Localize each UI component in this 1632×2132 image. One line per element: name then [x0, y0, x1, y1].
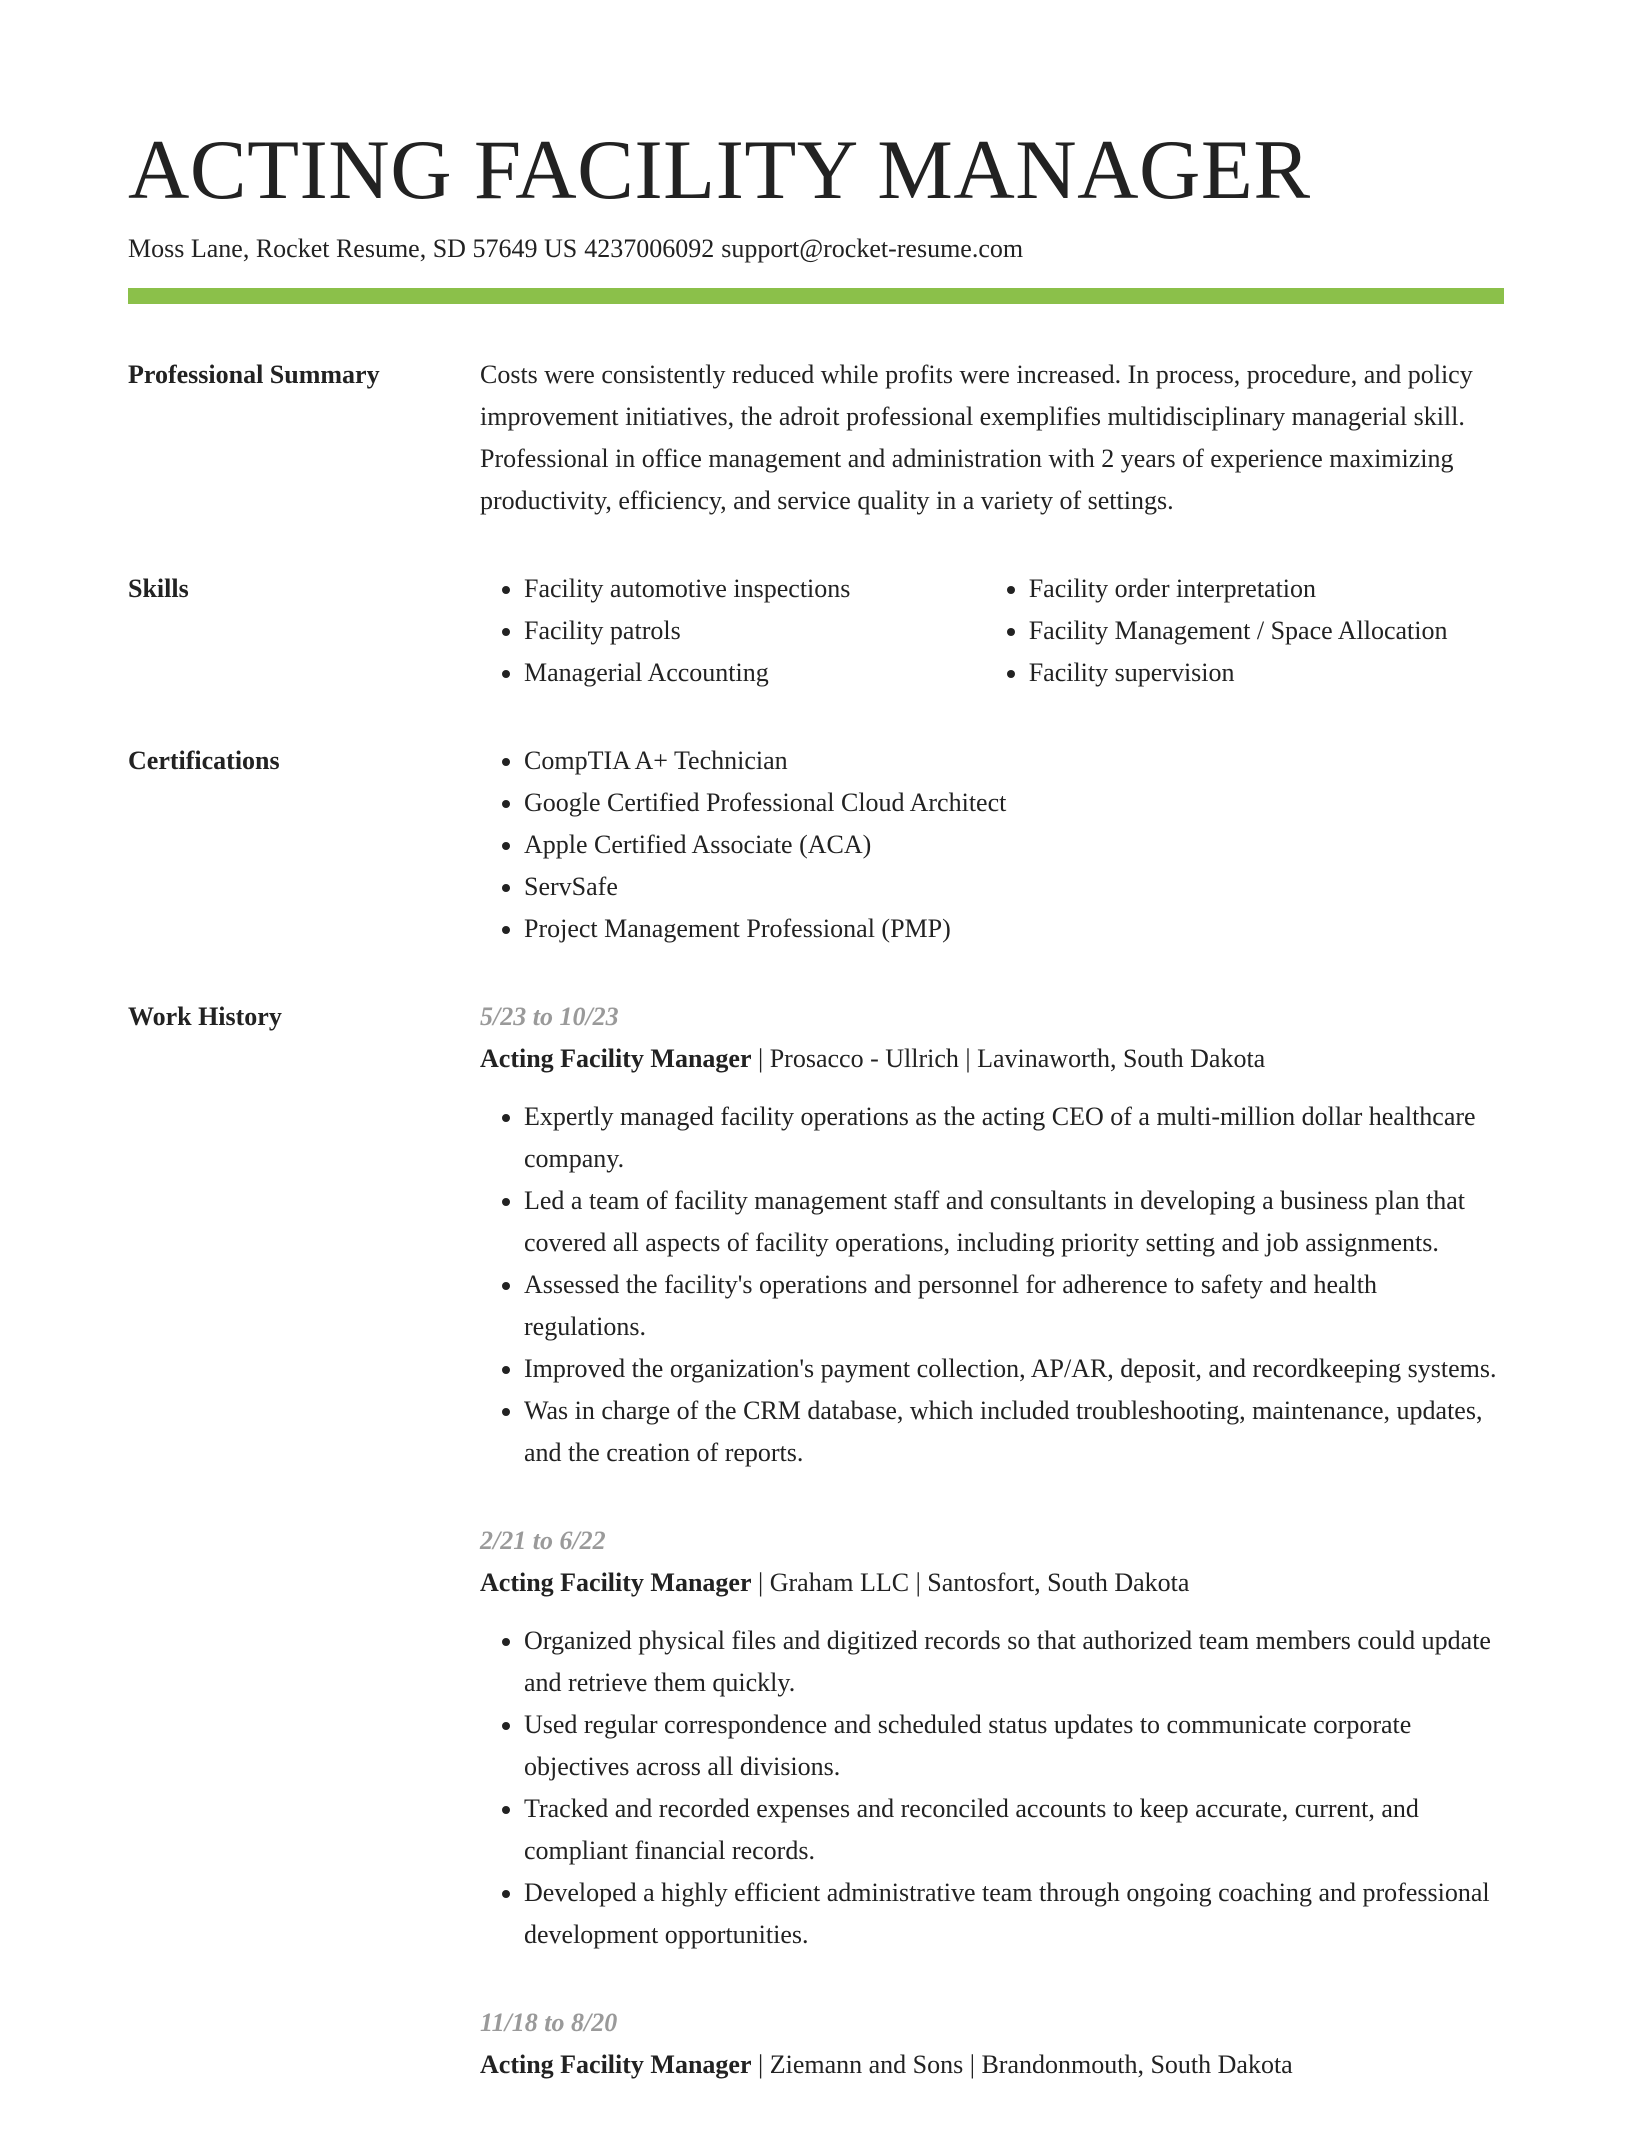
job-separator: |	[965, 1044, 971, 1073]
skills-section	[128, 568, 1504, 694]
skill-item: • Facility patrols	[524, 610, 985, 652]
certification-item: • CompTIA A+ Technician	[524, 740, 1504, 782]
job-company: Prosacco - Ullrich	[769, 1044, 959, 1073]
skills-grid	[480, 568, 1504, 694]
certification-item: • Google Certified Professional Cloud Architect	[524, 782, 1504, 824]
job-dates: 5/23 to 10/23	[480, 1002, 619, 1031]
section-label: Skills	[128, 574, 189, 603]
certification-item: • ServSafe	[524, 866, 1504, 908]
job-bullets	[480, 1096, 1504, 1474]
job-heading	[480, 2044, 1504, 2086]
certification-item: • Apple Certified Associate (ACA)	[524, 824, 1504, 866]
contact-address: Moss Lane, Rocket Resume, SD 57649 US	[128, 234, 578, 263]
skill-item: • Facility automotive inspections	[524, 568, 985, 610]
section-body	[480, 568, 1504, 694]
skills-list-left	[480, 568, 985, 694]
job-separator: |	[758, 2050, 764, 2079]
job-title: Acting Facility Manager	[480, 1568, 752, 1597]
job-entry	[480, 2002, 1504, 2086]
section-label: Professional Summary	[128, 360, 380, 389]
job-separator: |	[915, 1568, 921, 1597]
job-entry	[480, 1520, 1504, 1956]
job-bullets	[480, 1620, 1504, 1956]
job-bullet: • Used regular correspondence and scheduled status updates to communicate corporate objectives across all divisions.	[524, 1704, 1504, 1788]
section-label: Work History	[128, 1002, 282, 1031]
summary-text: Costs were consistently reduced while profits were increased. In process, procedure, and policy improvement initiatives, the adroit professional exemplifies multidisciplinary managerial skill. Professional in office management and administration with 2 years of experience maximizing productivity, efficiency, and service quality in a variety of settings.	[480, 360, 1473, 515]
resume-title: ACTING FACILITY MANAGER	[128, 123, 1311, 217]
job-bullet: • Led a team of facility management staff and consultants in developing a business plan that covered all aspects of facility operations, including priority setting and job assignments.	[524, 1180, 1504, 1264]
job-bullet: • Improved the organization's payment collection, AP/AR, deposit, and recordkeeping systems.	[524, 1348, 1504, 1390]
job-location: Lavinaworth, South Dakota	[977, 1044, 1266, 1073]
skills-list-right	[985, 568, 1504, 694]
job-separator: |	[758, 1568, 764, 1597]
job-dates: 2/21 to 6/22	[480, 1526, 606, 1555]
job-bullet: • Organized physical files and digitized records so that authorized team members could update and retrieve them quickly.	[524, 1620, 1504, 1704]
job-bullet: • Assessed the facility's operations and personnel for adherence to safety and health regulations.	[524, 1264, 1504, 1348]
job-location: Brandonmouth, South Dakota	[981, 2050, 1293, 2079]
job-bullet: • Was in charge of the CRM database, which included troubleshooting, maintenance, updates, and the creation of reports.	[524, 1390, 1504, 1474]
summary-section	[128, 354, 1504, 522]
job-heading	[480, 1562, 1504, 1604]
job-location: Santosfort, South Dakota	[927, 1568, 1190, 1597]
job-bullet: • Tracked and recorded expenses and reconciled accounts to keep accurate, current, and compliant financial records.	[524, 1788, 1504, 1872]
job-separator: |	[758, 1044, 764, 1073]
job-title: Acting Facility Manager	[480, 1044, 752, 1073]
section-body	[480, 996, 1504, 2132]
contact-email: support@rocket-resume.com	[721, 234, 1024, 263]
skill-item: • Facility order interpretation	[1029, 568, 1504, 610]
job-dates: 11/18 to 8/20	[480, 2008, 618, 2037]
job-bullet: • Developed a highly efficient administrative team through ongoing coaching and professional development opportunities.	[524, 1872, 1504, 1956]
job-separator: |	[969, 2050, 975, 2079]
accent-divider	[128, 288, 1504, 304]
resume-page	[128, 0, 1504, 2132]
job-entry	[480, 996, 1504, 1474]
certification-item: • Project Management Professional (PMP)	[524, 908, 1504, 950]
skill-item: • Managerial Accounting	[524, 652, 985, 694]
contact-line	[128, 232, 1504, 266]
skill-item: • Facility Management / Space Allocation	[1029, 610, 1504, 652]
certifications-section	[128, 740, 1504, 950]
job-bullet: • Expertly managed facility operations as the acting CEO of a multi-million dollar healthcare company.	[524, 1096, 1504, 1180]
job-heading	[480, 1038, 1504, 1080]
contact-phone: 4237006092	[584, 234, 715, 263]
certifications-list	[480, 740, 1504, 950]
job-company: Ziemann and Sons	[769, 2050, 964, 2079]
section-body	[480, 354, 1504, 522]
skill-item: • Facility supervision	[1029, 652, 1504, 694]
section-body	[480, 740, 1504, 950]
job-title: Acting Facility Manager	[480, 2050, 752, 2079]
job-company: Graham LLC	[769, 1568, 910, 1597]
section-label: Certifications	[128, 746, 280, 775]
work-history-section	[128, 996, 1504, 2132]
